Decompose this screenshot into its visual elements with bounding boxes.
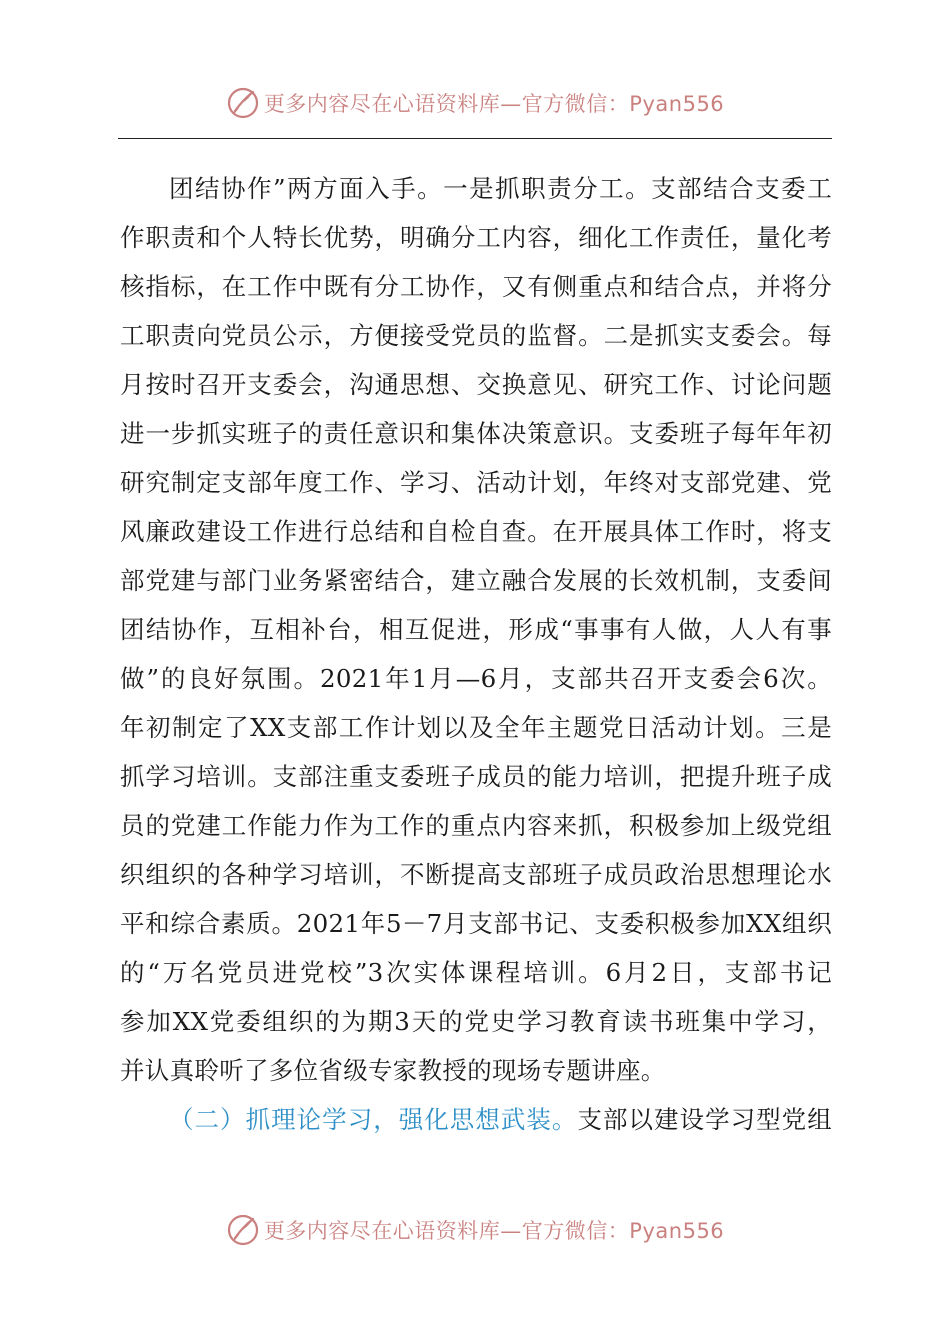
body-line: 部党建与部门业务紧密结合，建立融合发展的长效机制，支委间 [120,566,832,595]
body-line: 作职责和个人特长优势，明确分工内容，细化工作责任，量化考 [120,223,832,252]
body-line: 月按时召开支委会，沟通思想、交换意见、研究工作、讨论问题 [120,370,832,399]
page-footer [0,1210,950,1250]
section-heading-continuation: 支部以建设学习型党组 [577,1105,832,1134]
quill-seal-icon [226,86,260,120]
body-line: 抓学习培训。支部注重支委班子成员的能力培训，把提升班子成 [120,762,832,791]
body-line: 核指标，在工作中既有分工协作，又有侧重点和结合点，并将分 [120,272,832,301]
header-divider [118,138,832,139]
body-line: 风廉政建设工作进行总结和自检自查。在开展具体工作时，将支 [120,517,832,546]
body-line: 年初制定了XX支部工作计划以及全年主题党日活动计划。三是 [120,713,832,742]
header-banner-text: 更多内容尽在心语资料库—官方微信：Pyan556 [263,92,725,116]
body-line: 进一步抓实班子的责任意识和集体决策意识。支委班子每年年初 [120,419,832,448]
body-line: 参加XX党委组织的为期3天的党史学习教育读书班集中学习， [120,1007,832,1036]
document-body [120,164,832,1144]
body-line: 织组织的各种学习培训，不断提高支部班子成员政治思想理论水 [120,860,832,889]
quill-seal-icon [226,1213,260,1247]
body-line: 工职责向党员公示，方便接受党员的监督。二是抓实支委会。每 [120,321,832,350]
section-heading-line [120,1095,832,1144]
body-line: 员的党建工作能力作为工作的重点内容来抓，积极参加上级党组 [120,811,832,840]
footer-banner-text: 更多内容尽在心语资料库—官方微信：Pyan556 [263,1219,725,1243]
body-line: 研究制定支部年度工作、学习、活动计划，年终对支部党建、党 [120,468,832,497]
page-header [0,83,950,123]
body-line: 的“万名党员进党校”3次实体课程培训。6月2日，支部书记 [120,958,832,987]
body-line: 做”的良好氛围。2021年1月—6月，支部共召开支委会6次。 [120,664,832,693]
section-heading: （二）抓理论学习，强化思想武装。 [169,1105,578,1134]
body-line: 团结协作”两方面入手。一是抓职责分工。支部结合支委工 [169,174,832,203]
body-line: 平和综合素质。2021年5－7月支部书记、支委积极参加XX组织 [120,909,832,938]
body-line: 团结协作，互相补台，相互促进，形成“事事有人做，人人有事 [120,615,832,644]
body-line: 并认真聆听了多位省级专家教授的现场专题讲座。 [120,1056,666,1085]
